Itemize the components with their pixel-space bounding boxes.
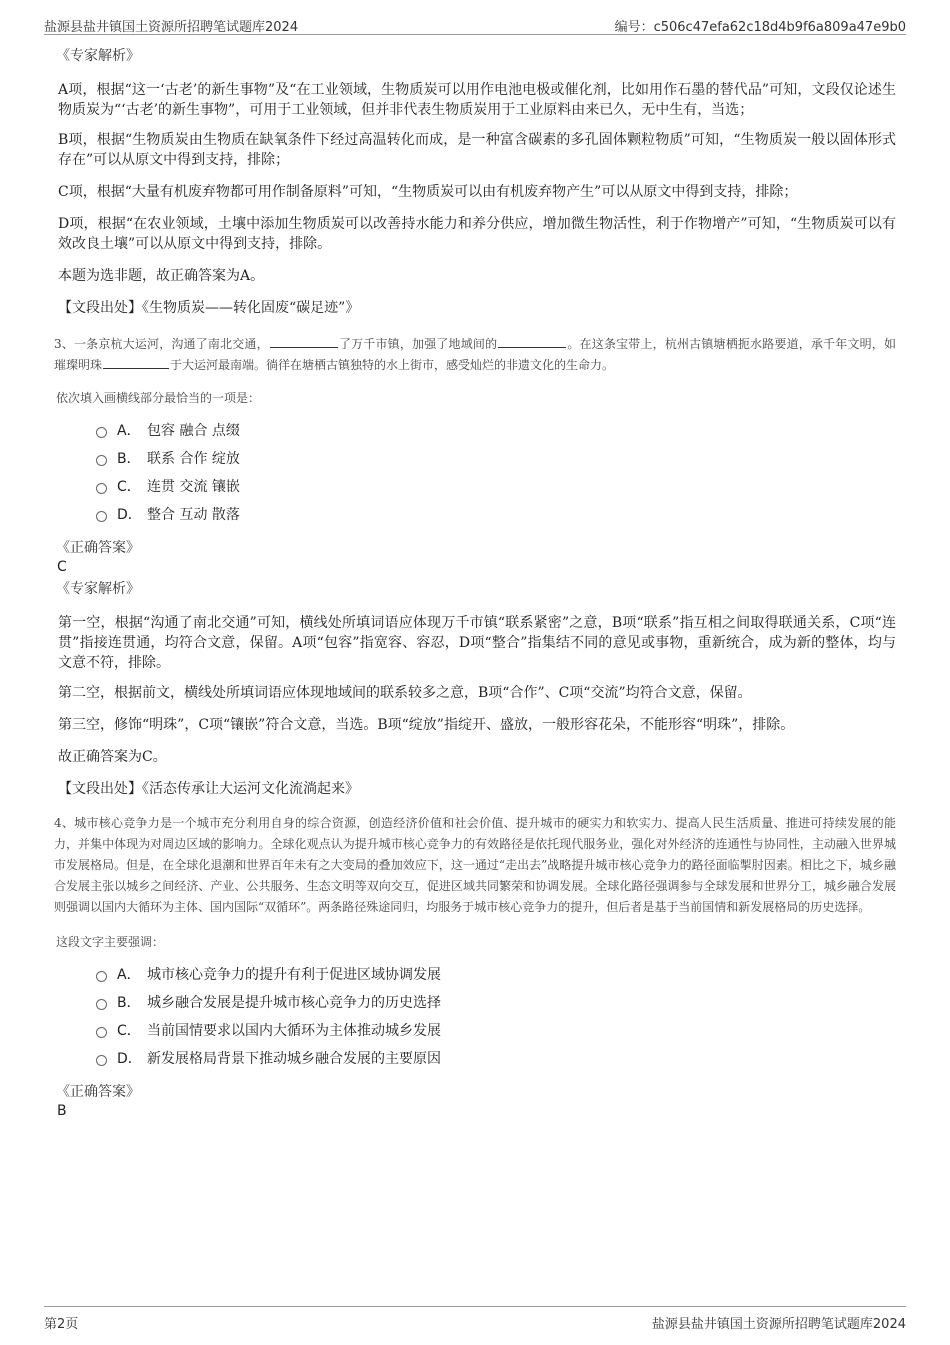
- q4-options: [96, 960, 896, 1072]
- q3-option-c[interactable]: C． 连贯 交流 镶嵌: [96, 472, 896, 500]
- q2-analysis-para: B项，根据“生物质炭由生物质在缺氧条件下经过高温转化而成，是一种富含碳素的多孔固体颗粒物质”可知，“生物质炭一般以固体形式存在”可以从原文中得到支持，排除；: [58, 132, 896, 168]
- q3-options: [96, 416, 896, 528]
- q4-option-d[interactable]: D． 新发展格局背景下推动城乡融合发展的主要原因: [96, 1044, 896, 1072]
- q2-analysis-label: 《专家解析》: [56, 48, 140, 64]
- q3-block: [56, 334, 896, 799]
- q4-option-c[interactable]: C． 当前国情要求以国内大循环为主体推动城乡发展: [96, 1016, 896, 1044]
- q4-answer: B: [57, 1103, 67, 1119]
- q3-analysis-para: 第三空，修饰“明珠”，C项“镶嵌”符合文意，当选。B项“绽放”指绽开、盛放，一般形容花朵，不能形容“明珠”，排除。: [58, 717, 795, 733]
- q2-source: 【文段出处】《生物质炭——转化固废“碳足迹”》: [58, 300, 360, 316]
- q3-analysis-para: 第二空，根据前文，横线处所填词语应体现地域间的联系较多之意，B项“合作”、C项“交流”均符合文意，保留。: [58, 685, 752, 701]
- q3-option-b[interactable]: B． 联系 合作 绽放: [96, 444, 896, 472]
- radio-icon[interactable]: [96, 427, 107, 438]
- q3-source: 【文段出处】《活态传承让大运河文化流淌起来》: [58, 781, 359, 797]
- header-title: 盐源县盐井镇国土资源所招聘笔试题库2024: [44, 20, 299, 35]
- q3-option-d[interactable]: D． 整合 互动 散落: [96, 500, 896, 528]
- q3-answer-label: 《正确答案》: [56, 540, 140, 556]
- q4-answer-label: 《正确答案》: [56, 1084, 140, 1100]
- q2-conclusion: 本题为选非题，故正确答案为A。: [58, 268, 265, 284]
- radio-icon[interactable]: [96, 971, 107, 982]
- q2-analysis-para: D项，根据“在农业领域，土壤中添加生物质炭可以改善持水能力和养分供应，增加微生物活性，利于作物增产”可知，“生物质炭可以有效改良土壤”可以从原文中得到支持，排除。: [58, 216, 896, 252]
- q4-option-a[interactable]: A． 城市核心竞争力的提升有利于促进区域协调发展: [96, 960, 896, 988]
- radio-icon[interactable]: [96, 999, 107, 1010]
- q4-stem: 4、城市核心竞争力是一个城市充分利用自身的综合资源，创造经济价值和社会价值、提升城市的硬实力和软实力、提高人民生活质量、推进可持续发展的能力，并集中体现为对周边区域的影响力。全球化观点认为提升城市核心竞争力的有效路径是依托现代服务业，强化对外经济的连通性与协同性，主动融入世界城市发展格局。但是，在全球化退潮和世界百年未有之大变局的叠加效应下，这一通过“走出去”战略提升城市核心竞争力的路径面临掣肘因素。相比之下，城乡融合发展主张以城乡之间经济、产业、公共服务、生态文明等双向交互，促进区域共同繁荣和协调发展。全球化路径强调参与全球发展和世界分工，城乡融合发展则强调以国内大循环为主体、国内国际“双循环”。两条路径殊途同归，均服务于城市核心竞争力的提升，但后者是基于当前国情和新发展格局的历史选择。: [54, 816, 896, 914]
- page-header: [44, 14, 906, 35]
- q3-analysis-para: 第一空，根据“沟通了南北交通”可知，横线处所填词语应体现万千市镇“联系紧密”之意，B项“联系”指互相之间取得联通关系，C项“连贯”指接连贯通，均符合文意，保留。A项“包容”指宽容、容忍，D项“整合”指集结不同的意见或事物，重新统合，成为新的整体，均与文意不符，排除。: [58, 615, 896, 671]
- page-number: 第2页: [44, 1317, 79, 1332]
- q3-conclusion: 故正确答案为C。: [58, 749, 167, 765]
- q3-option-a[interactable]: A． 包容 融合 点缀: [96, 416, 896, 444]
- page-footer: [44, 1306, 906, 1332]
- page-content: [56, 46, 896, 1121]
- radio-icon[interactable]: [96, 511, 107, 522]
- q3-stem: 3、一条京杭大运河，沟通了南北交通， 了万千市镇，加强了地域间的 。在这条宝带上，杭州古镇塘栖扼水路要道，承千年文明，如璀璨明珠 于大运河最南端。徜徉在塘栖古镇独特的水上街市，感受灿烂的非遗文化的生命力。: [54, 337, 896, 372]
- q3-instruction: 依次填入画横线部分最恰当的一项是：: [56, 391, 261, 405]
- q4-block: [56, 813, 896, 1121]
- footer-title: 盐源县盐井镇国土资源所招聘笔试题库2024: [651, 1317, 906, 1332]
- radio-icon[interactable]: [96, 455, 107, 466]
- radio-icon[interactable]: [96, 1055, 107, 1066]
- q2-analysis-para: A项，根据“这一‘古老’的新生事物”及“在工业领域，生物质炭可以用作电池电极或催化剂，比如用作石墨的替代品”可知，文段仅论述生物质炭为“‘古老’的新生事物”，可用于工业领域，但并非代表生物质炭用于工业原料由来已久，无中生有，当选；: [58, 82, 896, 118]
- q3-answer: C: [57, 559, 67, 575]
- q3-analysis-label: 《专家解析》: [56, 581, 140, 597]
- radio-icon[interactable]: [96, 483, 107, 494]
- q2-analysis-para: C项，根据“大量有机废弃物都可用作制备原料”可知，“生物质炭可以由有机废弃物产生”可以从原文中得到支持，排除；: [58, 184, 798, 200]
- q4-option-b[interactable]: B． 城乡融合发展是提升城市核心竞争力的历史选择: [96, 988, 896, 1016]
- q4-instruction: 这段文字主要强调：: [56, 935, 165, 949]
- header-doc-id: 编号：c506c47efa62c18d4b9f6a809a47e9b0: [614, 20, 906, 35]
- radio-icon[interactable]: [96, 1027, 107, 1038]
